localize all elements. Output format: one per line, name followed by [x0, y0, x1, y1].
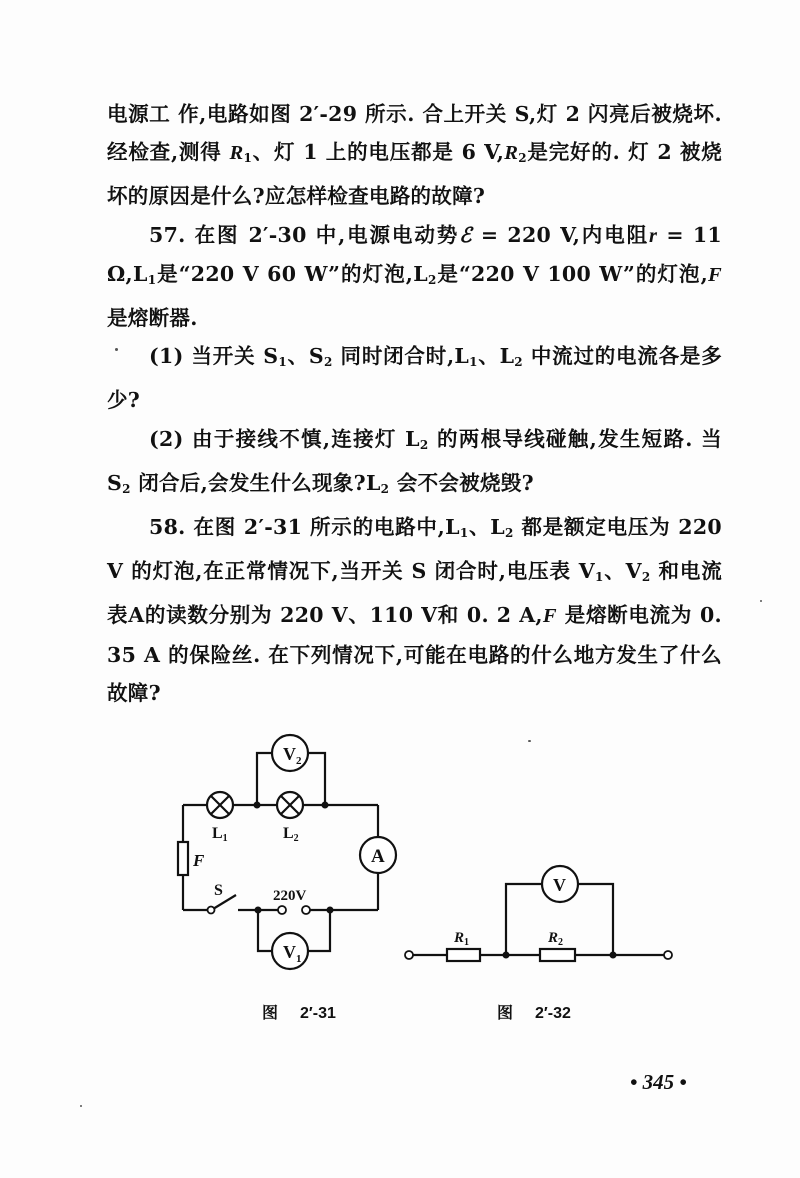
- fuse-label: F: [193, 851, 205, 870]
- subscript: 1: [243, 151, 253, 166]
- text-run: 中流过的电流各是多少?: [107, 344, 723, 413]
- lamp-l2-icon: [277, 792, 303, 818]
- source-terminal-icon: [302, 906, 310, 914]
- caption-number: 2′-31: [300, 1005, 336, 1022]
- text-run: 是完好的. 灯 2 被烧坏的原因是什么?应怎样检查电路的故障?: [107, 140, 722, 209]
- text-run: 和电流表A的读数分别为 220 V、110 V和 0. 2 A,: [107, 559, 722, 628]
- resistor-symbol: R: [229, 142, 244, 165]
- text-run: 的两根导线碰触,发生短路. 当 S: [107, 426, 722, 495]
- text-run: = 11 Ω,L: [107, 222, 722, 286]
- text-run: 是“220 V 60 W”的灯泡,L: [156, 261, 428, 286]
- text-run: 电源工 作,电路如图 2′-29 所示. 合上开关 S,灯 2 闪亮后被烧坏. 经检查,测得: [107, 102, 722, 165]
- text-run: 会不会被烧毁?: [389, 470, 534, 495]
- voltmeter-label: V: [553, 875, 566, 895]
- subscript: 1: [469, 355, 478, 370]
- subscript: 2: [323, 355, 333, 370]
- text-run: (1) 当开关 S: [149, 344, 279, 369]
- subscript: 2: [514, 355, 523, 370]
- r-symbol: r: [649, 224, 658, 247]
- subscript: 2: [419, 437, 429, 452]
- scan-speck: [80, 1105, 82, 1107]
- scan-speck: [528, 740, 531, 742]
- junction-dot: [503, 952, 510, 959]
- fuse-symbol: F: [708, 263, 722, 286]
- fuse-icon: [178, 842, 188, 875]
- text-run: 57. 在图 2′-30 中,电源电动势: [149, 222, 460, 247]
- text-run: 58. 在图 2′-31 所示的电路中,L: [149, 515, 460, 540]
- caption-prefix: 图: [262, 1003, 279, 1022]
- resistor-symbol: R: [504, 142, 519, 165]
- subscript: 2: [504, 526, 514, 541]
- figure-2-31-circuit: [183, 753, 378, 951]
- figure-caption-2-31: [262, 1000, 336, 1023]
- resistor-r1-icon: [447, 949, 480, 961]
- source-voltage-label: 220V: [273, 888, 307, 904]
- emf-symbol: ℰ: [459, 224, 472, 247]
- resistor-r2-icon: [540, 949, 575, 961]
- figure-caption-2-32: [497, 1000, 571, 1023]
- subscript: 1: [459, 526, 469, 541]
- text-run: (2) 由于接线不慎,连接灯 L: [149, 426, 420, 451]
- text-run: 同时闭合时,L: [332, 344, 470, 369]
- figure-2-32-circuit: [413, 884, 664, 955]
- text-run: 是“220 V 100 W”的灯泡,: [436, 261, 709, 286]
- lamp-l1-label: L1: [212, 825, 228, 844]
- page-number: • 345 •: [630, 1070, 687, 1094]
- junction-dot: [255, 907, 262, 914]
- lamp-l2-label: L2: [283, 825, 299, 844]
- subscript: 2: [380, 481, 390, 496]
- caption-number: 2′-32: [535, 1005, 571, 1022]
- text-run: 闭合后,会发生什么现象?L: [130, 470, 381, 495]
- text-run: 、V: [603, 559, 642, 584]
- junction-dot: [327, 907, 334, 914]
- terminal-icon: [405, 951, 413, 959]
- voltmeter-v2-label: $V_2$: [283, 744, 302, 767]
- text-run: 、L: [477, 344, 515, 369]
- ammeter-label: A: [371, 846, 385, 867]
- caption-prefix: 图: [497, 1003, 514, 1022]
- subscript: 2: [427, 272, 437, 287]
- voltmeter-v1-label: $V_1$: [283, 942, 302, 965]
- junction-dot: [610, 952, 617, 959]
- subscript: 2: [641, 570, 651, 585]
- junction-dot: [322, 802, 329, 809]
- switch-label: S: [214, 882, 223, 899]
- text-run: 、灯 1 上的电压都是 6 V,: [252, 140, 505, 165]
- subscript: 2: [518, 151, 527, 166]
- scan-speck: [115, 348, 118, 351]
- text-run: 、L: [468, 515, 505, 540]
- subscript: 2: [122, 481, 131, 496]
- text-run: 是熔断器.: [107, 306, 198, 331]
- subscript: 1: [147, 272, 157, 287]
- text-run: 、S: [287, 344, 324, 369]
- resistor-r1-label: $R_1$: [454, 930, 470, 948]
- source-terminal-icon: [278, 906, 286, 914]
- terminal-icon: [664, 951, 672, 959]
- junction-dot: [254, 802, 261, 809]
- text-run: 是熔断电流为 0. 35 A 的保险丝. 在下列情况下,可能在电路的什么地方发生了什么故障?: [107, 603, 722, 705]
- resistor-r2-label: $R_2$: [548, 930, 564, 948]
- scan-speck: [760, 600, 762, 602]
- fuse-symbol: F: [542, 605, 557, 628]
- switch-pivot-icon: [208, 907, 215, 914]
- text-run: 都是额定电压为 220 V 的灯泡,在正常情况下,当开关 S 闭合时,电压表 V: [107, 515, 722, 584]
- text-run: = 220 V,内电阻: [471, 222, 650, 247]
- lamp-l1-icon: [207, 792, 233, 818]
- subscript: 1: [595, 570, 604, 585]
- subscript: 1: [278, 355, 288, 370]
